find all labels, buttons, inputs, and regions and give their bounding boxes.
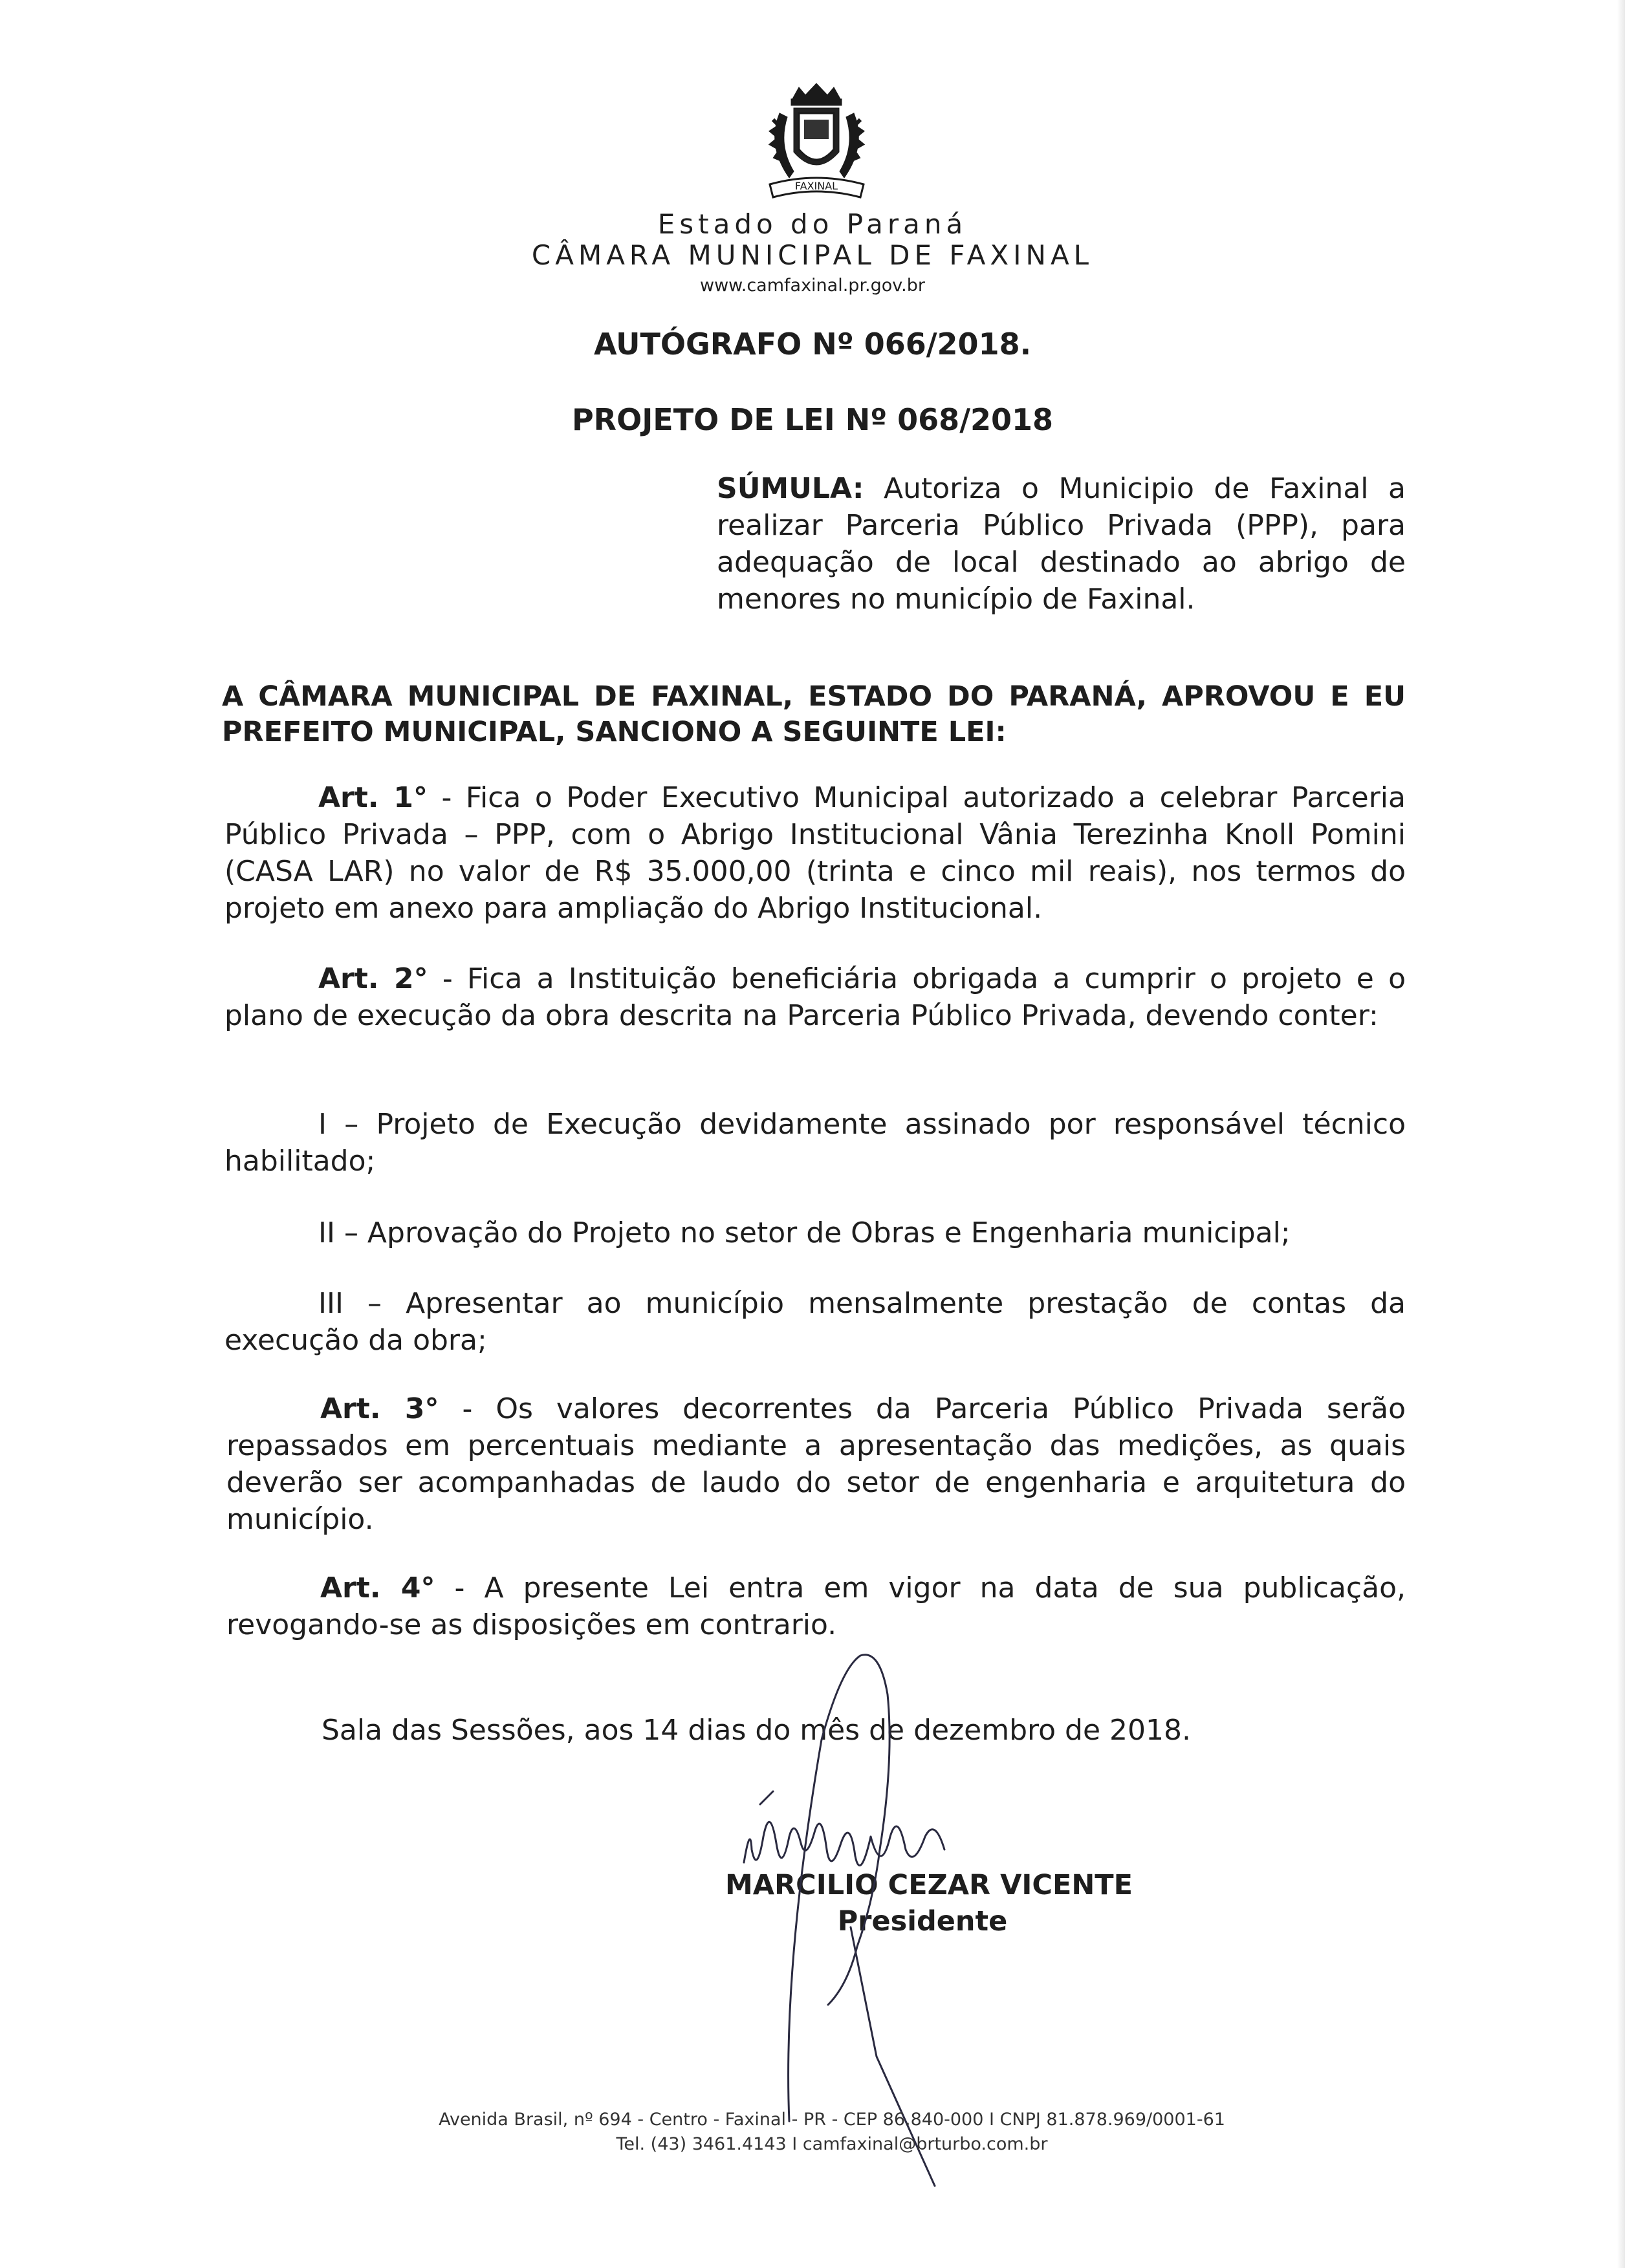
projeto-title: PROJETO DE LEI Nº 068/2018	[571, 402, 1054, 437]
scan-edge-shadow	[1617, 0, 1625, 2268]
sumula-label: SÚMULA:	[717, 472, 864, 505]
enactment-clause: A CÂMARA MUNICIPAL DE FAXINAL, ESTADO DO PARANÁ, APROVOU E EU PREFEITO MUNICIPAL, SANCIONO A SEGUINTE LEI:	[222, 680, 1406, 748]
municipal-crest-logo	[754, 81, 880, 210]
state-name: Estado do Paraná	[657, 208, 968, 240]
signatory-role: Presidente	[837, 1905, 1008, 1938]
closing-line: Sala das Sessões, aos 14 dias do mês de dezembro de 2018.	[322, 1714, 1191, 1747]
sumula-text: Autoriza o Municipio de Faxinal a realizar Parceria Público Privada (PPP), para adequação de local destinado ao abrigo de menores no município de Faxinal.	[717, 472, 1406, 616]
article-4-label: Art. 4°	[320, 1571, 435, 1604]
sumula-paragraph	[717, 470, 1406, 618]
article-3-label: Art. 3°	[320, 1392, 439, 1425]
article-1-text: - Fica o Poder Executivo Municipal autorizado a celebrar Parceria Público Privada – PPP, com o Abrigo Institucional Vânia Terezinha Knoll Pomini (CASA LAR) no valor de R$ 35.000,00 (trinta e cinco mil reais), nos termos do projeto em anexo para ampliação do Abrigo Institucional.	[224, 781, 1406, 925]
chamber-name: CÂMARA MUNICIPAL DE FAXINAL	[531, 239, 1094, 271]
article-1	[224, 779, 1406, 927]
signatory-name: MARCILIO CEZAR VICENTE	[725, 1869, 1133, 1901]
item-1: I – Projeto de Execução devidamente assinado por responsável técnico habilitado;	[224, 1108, 1406, 1178]
article-2	[224, 960, 1406, 1034]
autografo-title: AUTÓGRAFO Nº 066/2018.	[593, 327, 1032, 362]
article-1-label: Art. 1°	[318, 781, 428, 814]
item-2: II – Aprovação do Projeto no setor de Obras e Engenharia municipal;	[318, 1216, 1291, 1249]
article-4-text: - A presente Lei entra em vigor na data de sua publicação, revogando-se as disposições em contrario.	[226, 1571, 1406, 1641]
footer-address: Avenida Brasil, nº 694 - Centro - Faxinal - PR - CEP 86.840-000 I CNPJ 81.878.969/0001-61	[439, 2110, 1225, 2130]
article-2-text: - Fica a Instituição beneficiária obrigada a cumprir o projeto e o plano de execução da obra descrita na Parceria Público Privada, devendo conter:	[224, 962, 1406, 1032]
website-link[interactable]: www.camfaxinal.pr.gov.br	[699, 275, 926, 296]
article-3	[226, 1390, 1406, 1538]
item-3: III – Apresentar ao município mensalmente prestação de contas da execução da obra;	[224, 1287, 1406, 1357]
article-3-text: - Os valores decorrentes da Parceria Público Privada serão repassados em percentuais mediante a apresentação das medições, as quais deverão ser acompanhadas de laudo do setor de engenharia e arquitetura do município.	[226, 1392, 1406, 1536]
svg-text:FAXINAL: FAXINAL	[794, 180, 838, 192]
article-2-label: Art. 2°	[318, 962, 428, 995]
article-4	[226, 1570, 1406, 1643]
footer-contact: Tel. (43) 3461.4143 I camfaxinal@brturbo.com.br	[616, 2134, 1048, 2154]
